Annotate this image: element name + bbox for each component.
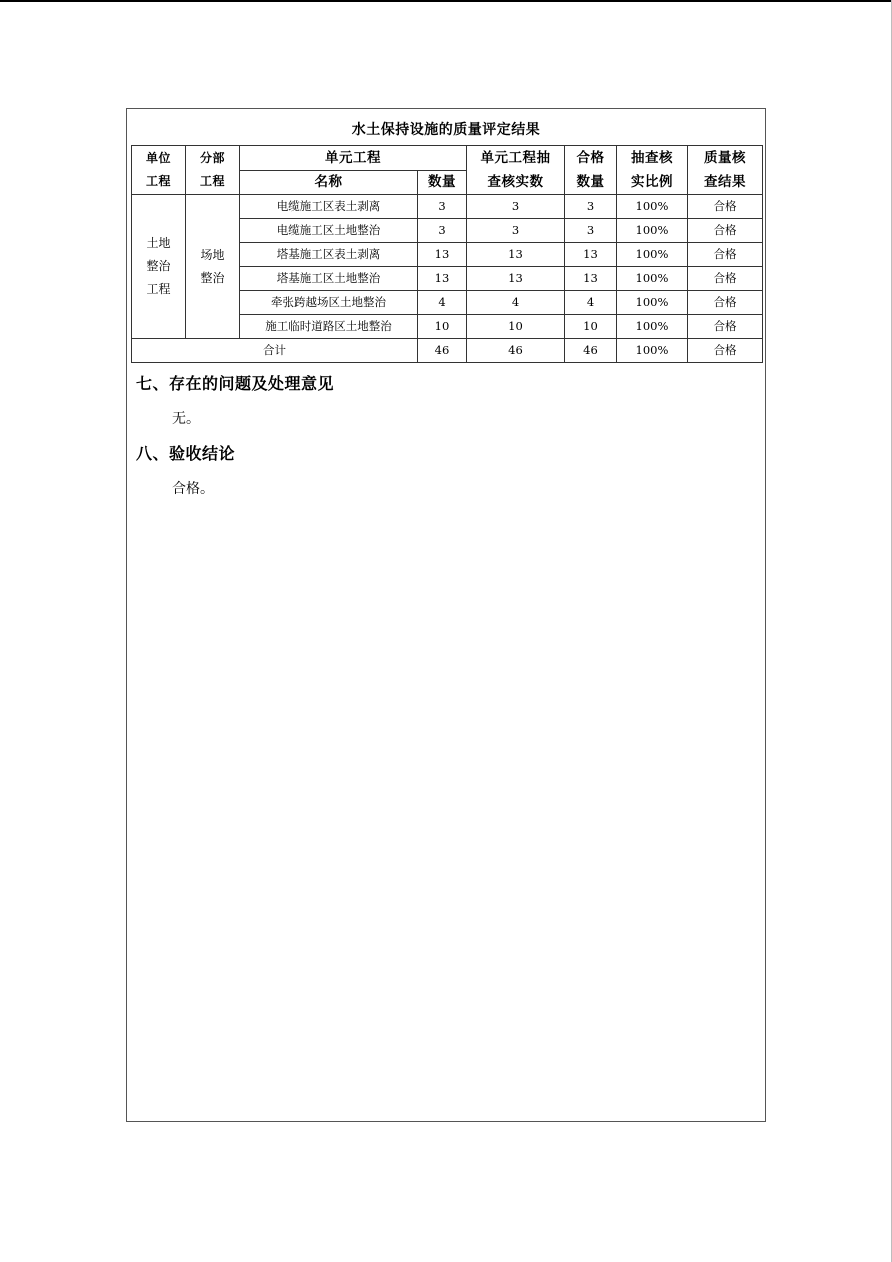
header-qualified: 合格数量 (565, 146, 617, 195)
header-result: 质量核查结果 (688, 146, 763, 195)
cell-checked: 3 (467, 195, 565, 219)
header-row-1 (132, 146, 763, 171)
page-top-rule (0, 0, 892, 2)
total-row (132, 339, 763, 363)
total-checked: 46 (467, 339, 565, 363)
cell-qualified: 3 (565, 219, 617, 243)
cell-ratio: 100% (617, 243, 688, 267)
cell-name: 牵张跨越场区土地整治 (240, 291, 418, 315)
cell-count: 4 (418, 291, 467, 315)
table-row (132, 195, 763, 219)
cell-qualified: 3 (565, 195, 617, 219)
cell-unit-project: 土地整治工程 (132, 195, 186, 339)
section-body-conclusion: 合格。 (172, 481, 214, 497)
cell-ratio: 100% (617, 315, 688, 339)
header-count: 数量 (418, 170, 467, 195)
total-result: 合格 (688, 339, 763, 363)
cell-checked: 4 (467, 291, 565, 315)
header-unit-project: 单位工程 (132, 146, 186, 195)
cell-qualified: 13 (565, 267, 617, 291)
cell-qualified: 10 (565, 315, 617, 339)
cell-count: 13 (418, 267, 467, 291)
cell-result: 合格 (688, 315, 763, 339)
cell-qualified: 4 (565, 291, 617, 315)
document-frame (126, 108, 766, 1122)
cell-checked: 3 (467, 219, 565, 243)
cell-checked: 13 (467, 243, 565, 267)
cell-ratio: 100% (617, 291, 688, 315)
section-body-problems: 无。 (172, 411, 200, 427)
cell-result: 合格 (688, 243, 763, 267)
cell-qualified: 13 (565, 243, 617, 267)
cell-count: 3 (418, 219, 467, 243)
cell-result: 合格 (688, 267, 763, 291)
header-name: 名称 (240, 170, 418, 195)
total-label: 合计 (132, 339, 418, 363)
cell-name: 施工临时道路区土地整治 (240, 315, 418, 339)
total-count: 46 (418, 339, 467, 363)
cell-checked: 10 (467, 315, 565, 339)
total-qualified: 46 (565, 339, 617, 363)
section-heading-problems: 七、存在的问题及处理意见 (136, 374, 335, 393)
cell-count: 13 (418, 243, 467, 267)
cell-name: 电缆施工区表土剥离 (240, 195, 418, 219)
cell-result: 合格 (688, 219, 763, 243)
cell-checked: 13 (467, 267, 565, 291)
cell-name: 塔基施工区土地整治 (240, 267, 418, 291)
table-title: 水土保持设施的质量评定结果 (351, 122, 541, 138)
cell-ratio: 100% (617, 267, 688, 291)
quality-assessment-table (131, 145, 763, 363)
cell-ratio: 100% (617, 219, 688, 243)
header-sub-project: 分部工程 (186, 146, 240, 195)
total-ratio: 100% (617, 339, 688, 363)
cell-sub-project: 场地整治 (186, 195, 240, 339)
header-element-project: 单元工程 (240, 146, 467, 171)
cell-count: 3 (418, 195, 467, 219)
cell-ratio: 100% (617, 195, 688, 219)
cell-result: 合格 (688, 195, 763, 219)
section-heading-conclusion: 八、验收结论 (136, 444, 236, 463)
cell-count: 10 (418, 315, 467, 339)
cell-name: 电缆施工区土地整治 (240, 219, 418, 243)
cell-name: 塔基施工区表土剥离 (240, 243, 418, 267)
cell-result: 合格 (688, 291, 763, 315)
header-ratio: 抽查核实比例 (617, 146, 688, 195)
header-checked: 单元工程抽查核实数 (467, 146, 565, 195)
